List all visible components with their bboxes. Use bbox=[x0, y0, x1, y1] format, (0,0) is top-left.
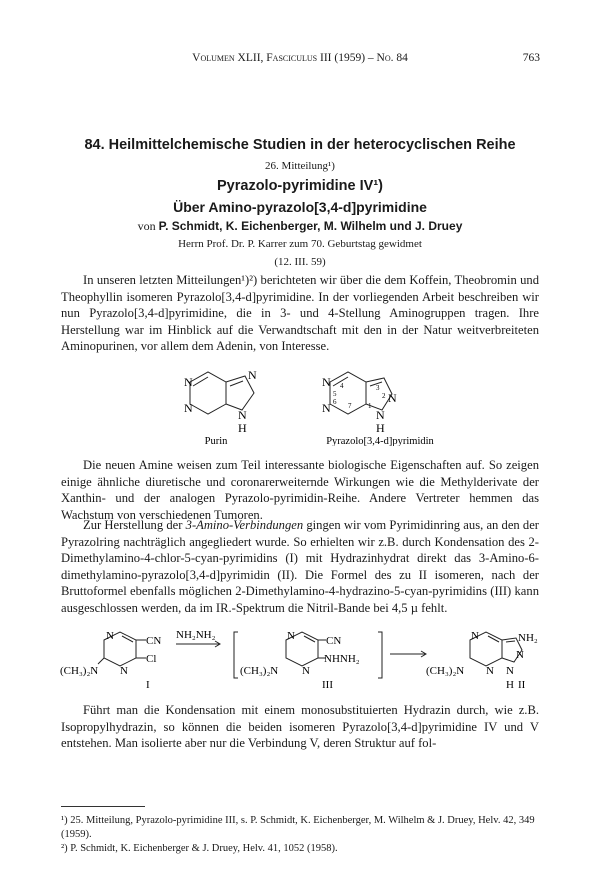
compound-i-cl: Cl bbox=[146, 653, 157, 665]
purin-n9: N bbox=[238, 408, 247, 422]
series-note: 26. Mitteilung¹) bbox=[265, 160, 335, 172]
pyrazolo-label: Pyrazolo[3,4-d]pyrimidin bbox=[326, 436, 434, 446]
paragraph-synthesis-emphasis: 3-Amino-Verbindungen bbox=[185, 518, 304, 532]
ring-number-5: 5 bbox=[333, 390, 337, 398]
footnote-rule bbox=[61, 806, 145, 807]
compound-ii-label: II bbox=[518, 679, 526, 691]
compound-i-label: I bbox=[146, 679, 150, 691]
compound-iii-n-bottom: N bbox=[302, 665, 310, 677]
pyrazolo-n-top: N bbox=[322, 375, 331, 389]
ring-number-7: 7 bbox=[348, 402, 352, 410]
pyrazolo-n-bottom: N bbox=[322, 401, 331, 415]
compound-i-dimethylamino: (CH₃)₂N bbox=[60, 665, 99, 677]
footnote-2: ²) P. Schmidt, K. Eichenberger & J. Druey, Helv. 41, 1052 (1958). bbox=[61, 843, 338, 854]
reaction-arrow-1 bbox=[176, 641, 220, 647]
pyrazolo-n2: N bbox=[388, 391, 397, 405]
compound-iii-cn: CN bbox=[326, 635, 342, 647]
compound-i-n-top: N bbox=[106, 630, 114, 642]
ring-number-3: 3 bbox=[376, 384, 380, 392]
footnote-1: ¹) 25. Mitteilung, Pyrazolo-pyrimidine III, s. P. Schmidt, K. Eichenberger, M. Wilhelm & J. Druey, Helv. 42, 349 (1959). bbox=[61, 815, 535, 840]
reagent-hydrazine: NH₂NH₂ bbox=[176, 629, 216, 641]
author-names: P. Schmidt, K. Eichenberger, M. Wilhelm und J. Druey bbox=[158, 219, 463, 233]
compound-ii-h: H bbox=[506, 679, 514, 691]
compound-ii-n2: N bbox=[516, 649, 524, 661]
compound-iii-label: III bbox=[322, 679, 333, 691]
compound-i-n-bottom: N bbox=[120, 665, 128, 677]
dedication: Herrn Prof. Dr. P. Karrer zum 70. Geburtstag gewidmet bbox=[178, 238, 422, 250]
ring-number-1: 1 bbox=[368, 402, 372, 410]
paragraph-synthesis-text-b: gingen wir vom Pyrimidinring aus, an den der Pyrazolring nachträglich angegliedert wurde. So erhielten wir z.B. durch Kondensation des 2-Dimethylamino-4-chlor-5-cyan-pyrimidins (I) mit Hydrazinhydrat direkt das 3-Amino-6-dimethylamino-pyrazolo[3,4-d]pyrimidin (II). Die Formel des zu II isomeren, nach der Bruttoformel ebenfalls möglichen 2-Dimethylamino-4-hydrazino-5-cyan-pyrimidins (III) kann ausgeschlossen werden, da im IR.-Spektrum die Nitril-Bande bei 4,5 µ fehlt. bbox=[61, 518, 539, 615]
paragraph-substituted-text: Führt man die Kondensation mit einem monosubstituierten Hydrazin durch, wie z.B. Isopropylhydrazin, so können die beiden isomeren Pyrazolo[3,4-d]pyrimidine IV und V entstehen. Man isolierte aber nur die Verbindung V, deren Struktur auf fol- bbox=[61, 703, 539, 750]
purine-structures-figure bbox=[170, 366, 460, 446]
paragraph-intro-text: In unseren letzten Mitteilungen¹)²) berichteten wir über die dem Koffein, Theobromin und Theophyllin isomeren Pyrazolo[3,4-d]pyrimidine. In der vorliegenden Arbeit beschreiben wir nun Pyrazolo[3,4-d]pyrimidine, die in 3- und 4-Stellung Aminogruppen tragen. Ihre Herstellung war im Hinblick auf die Verwandtschaft mit den in der Natur weitverbreiteten Aminopurinen, vor allem dem Adenin, von Interesse. bbox=[61, 273, 539, 353]
compound-iii-nhnh2: NHNH₂ bbox=[324, 653, 360, 665]
paragraph-properties bbox=[61, 457, 539, 523]
compound-iii-dimethylamino: (CH₃)₂N bbox=[240, 665, 279, 677]
paragraph-substituted bbox=[61, 702, 539, 752]
page-number: 763 bbox=[522, 52, 540, 64]
compound-ii-dimethylamino: (CH₃)₂N bbox=[426, 665, 465, 677]
authors-prefix: von bbox=[137, 219, 156, 233]
purin-label: Purin bbox=[204, 436, 228, 446]
paragraph-intro bbox=[61, 272, 539, 355]
purin-n3: N bbox=[184, 401, 193, 415]
subtitle-series: Pyrazolo-pyrimidine IV¹) bbox=[217, 178, 383, 194]
ring-number-6: 6 bbox=[333, 398, 337, 406]
running-title: Volumen XLII, Fasciculus III (1959) – No. 84 bbox=[192, 52, 408, 64]
reaction-scheme bbox=[60, 628, 540, 692]
author-line bbox=[60, 219, 540, 234]
ring-number-2: 2 bbox=[382, 392, 386, 400]
compound-ii-n-bottom: N bbox=[486, 665, 494, 677]
compound-ii-n1: N bbox=[506, 665, 514, 677]
ring-number-4: 4 bbox=[340, 382, 344, 390]
paragraph-synthesis bbox=[61, 517, 539, 616]
pyrazolo-h: H bbox=[376, 421, 385, 435]
purin-n7: N bbox=[248, 368, 257, 382]
compound-ii-n-top: N bbox=[471, 630, 479, 642]
subtitle-topic: Über Amino-pyrazolo[3,4-d]pyrimidine bbox=[173, 199, 427, 215]
paragraph-properties-text: Die neuen Amine weisen zum Teil interessante biologische Eigenschaften auf. So zeigen einige ähnliche diuretische und coronarerweiternde Wirkungen wie die Methylderivate der Xanthin- und der analogen Pyrazolo-pyrimidin-Reihe. Andere Vertreter hemmen das Wachstum von verschiedenen Tumoren. bbox=[61, 458, 539, 522]
purin-n1: N bbox=[184, 375, 193, 389]
purin-h: H bbox=[238, 421, 247, 435]
pyrazolo-n1: N bbox=[376, 408, 385, 422]
compound-iii-n-top: N bbox=[287, 630, 295, 642]
reaction-arrow-2 bbox=[390, 651, 426, 657]
compound-i-cn: CN bbox=[146, 635, 162, 647]
article-title: 84. Heilmittelchemische Studien in der heterocyclischen Reihe bbox=[84, 137, 516, 153]
footnotes bbox=[61, 814, 539, 856]
received-date: (12. III. 59) bbox=[274, 256, 326, 268]
paragraph-synthesis-text-a: Zur Herstellung der bbox=[83, 518, 186, 532]
compound-ii-nh2: NH₂ bbox=[518, 632, 538, 644]
